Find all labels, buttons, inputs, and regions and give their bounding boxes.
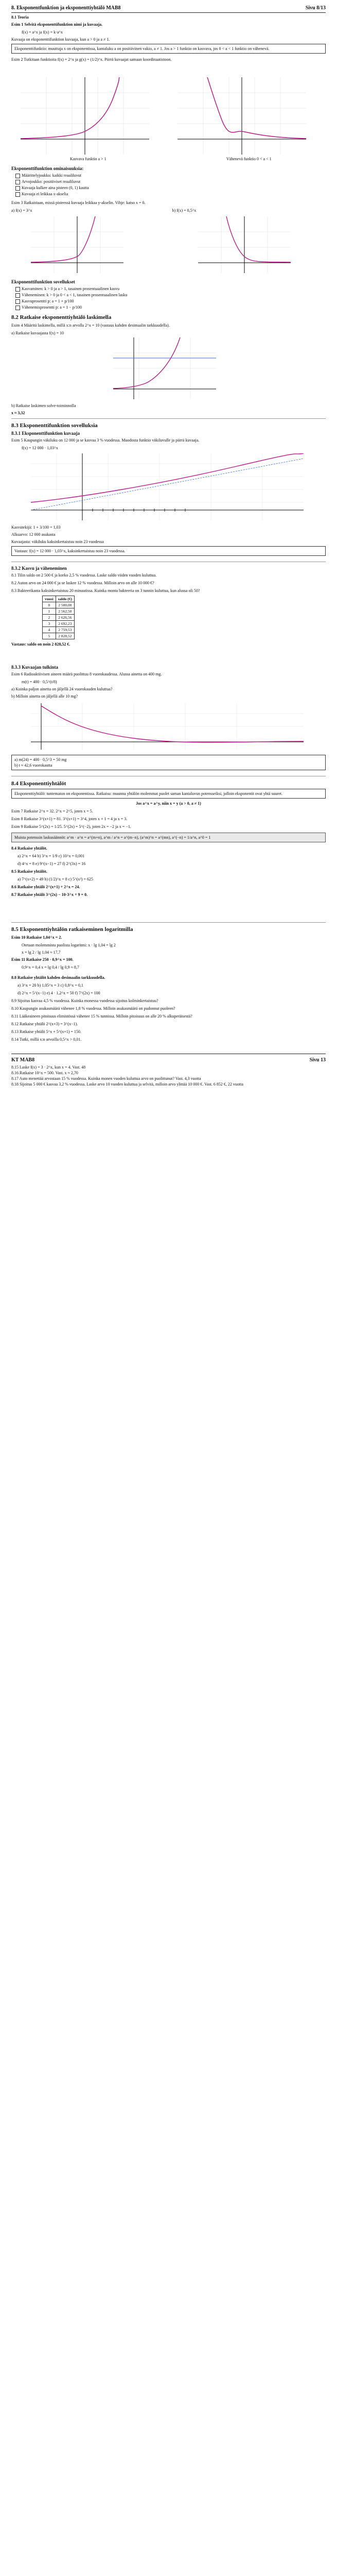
definition-box: Eksponenttifunktio: muuttuja x on eksponentissa, kantaluku a on positiivinen vakio, a ≠ 1. Jos a > 1 funktio on kasvava, jos 0 < a < 1 funktio on vähenevä. [11,44,326,54]
task-8-1: 8.1 Tilin saldo on 2 500 € ja korko 2,5 % vuodessa. Laske saldo viiden vuoden kuluttua. [11,573,157,578]
footer-page: Sivu 13 [309,1057,326,1063]
example-1-title: Esim 1 Selvitä eksponenttifunktion nimi ja kuvaaja. [11,22,103,27]
section-calculator [11,314,326,337]
example-6-formula: m(t) = 400 · 0,5^(t/8) [22,680,57,684]
section-theory [11,22,326,64]
section-growth [11,566,326,649]
graph-solve-2-pow-x [113,337,216,399]
checkbox-icon [15,299,20,304]
example-4-title: Esim 4 Määritä laskimella, millä x:n arvolla 2^x = 10 (vastaus kahden desimaalin tarkkuudella). [11,323,170,328]
divider [11,922,326,923]
section-2-title: 8.2 Ratkaise eksponenttiyhtälö laskimella [11,314,112,320]
section-4-title: 8.4 Eksponenttiyhtälöt [11,781,66,787]
power-rules-box: Muista potenssin laskusäännöt: a^m · a^n = a^(m+n), a^m / a^n = a^(m−n), (a^m)^n = a^(mn), a^(−n) = 1/a^n, a^0 = 1 [11,833,326,842]
section-applications [11,422,326,452]
footer-block: KT MAB8 Sivu 13 8.15 Laske f(x) = 3 · 2^x, kun x = 4. Vast. 48 8.16 Ratkaise 10^x = 500. Vast. x ≈ 2,70 8.17 Auto menettää arvostaan 15 % vuodessa. Kuinka monen vuoden kuluttua arvo on puolittunut? Vast. 4,3 vuotta 8.18 Sijoitus 5 000 € kasvaa 3,2 % vuodessa. Laske arvo 10 vuoden kuluttua ja selvitä, milloin arvo ylittää 10 000 €. Vast. 6 852 €, 22 vuotta [11,1057,326,1087]
example-5-answer: Vastaus: f(x) = 12 000 · 1,03^x, kaksinkertaistuu noin 23 vuodessa. [11,546,326,556]
graph-increasing [21,77,149,155]
graph-population [31,453,304,520]
property-item: Kuvaaja kulkee aina pisteen (0, 1) kautta [15,185,326,191]
caption-increasing: Kasvava funktio a > 1 [69,157,107,161]
section-logarithm: 8.5 Eksponenttiyhtälön ratkaiseminen logaritmilla Esim 10 Ratkaise 1,04^x = 2. Otetaan molemmista puolista logaritmi: x · lg 1,04 = lg 2 x = lg 2 / lg 1,04 ≈ 17,7 Esim 11 Ratkaise 250 · 0,9^x = 100. 0,9^x = 0,4 x = lg 0,4 / lg 0,9 ≈ 8,7 8.8 Ratkaise yhtälöt kahden desimaalin tarkkuudella. a) 3^x = 20 b) 1,05^x = 3 c) 0,8^x = 0,1 d) 2^x = 5^(x−1) e) 4 · 1,2^x = 50 f) 7^(2x) = 100 8.9 Sijoitus kasvaa 4,5 % vuodessa. Kuinka monessa vuodessa sijoitus kolminkertaistuu? 8.10 Kaupungin asukasmäärä vähenee 1,8 % vuodessa. Milloin asukasmäärä on pudonnut puoleen? 8.11 Lääkeaineen pitoisuus elimistössä vähenee 15 % tunnissa. Milloin pitoisuus on alle 20 % alkuperäisestä? 8.12 Ratkaise yhtälö 2^(x+3) = 3^(x−1). 8.13 Ratkaise yhtälö 5^x + 5^(x+1) = 150. 8.14 Tutki, millä x:n arvoilla 0,5^x > 0,01. [11,926,326,1044]
example-6-title: Esim 6 Radioaktiivisen aineen määrä puolittuu 8 vuorokaudessa. Alussa ainetta on 400 mg. [11,672,162,676]
task-8-2: 8.2 Auton arvo on 24 000 € ja se laskee 12 % vuodessa. Milloin arvo on alle 10 000 €? [11,581,154,585]
example-3-b: b) f(x) = 0,5^x [172,208,197,213]
table-row: 4 2 759,53 [43,627,75,633]
section-3-2-title: 8.3.2 Kasvu ja väheneminen [11,566,67,571]
example-5-formula: f(x) = 12 000 · 1,03^x [22,446,58,450]
checkbox-icon [15,306,20,310]
table-answer: Vastaus: saldo on noin 2 828,52 €. [11,642,70,647]
footer-title: KT MAB8 [11,1057,35,1063]
example-3-title: Esim 3 Ratkaistaan, missä pisteessä kuvaaja leikkaa y-akselin. Vihje: katso x = 0. [11,200,146,205]
example-5-line: Kuvaajasta: väkiluku kaksinkertaistuu noin 23 vuodessa [11,539,104,544]
example-3-a: a) f(x) = 3^x [11,208,32,213]
checkbox-icon [15,186,20,191]
equation-rule: Jos a^x = a^y, niin x = y (a > 0, a ≠ 1) [136,801,201,806]
example-6-answers: a) m(24) = 400 · 0,5^3 = 50 mg b) t ≈ 42,6 vuorokautta [11,755,326,770]
example-5-title: Esim 5 Kaupungin väkiluku on 12 000 ja se kasvaa 3 % vuodessa. Muodosta funktio väkiluvulle ja piirrä kuvaaja. [11,438,200,443]
balance-table: vuosi saldo (€) 0 2 500,00 1 2 562,50 2 2 626,56 3 2 692,23 4 2 759,53 5 2 828,52 [42,596,75,639]
graph-decreasing [178,77,306,155]
note-1: Kuvaaja on eksponenttifunktion kuvaaja, kun a > 0 ja a ≠ 1. [11,37,110,42]
example-7: Esim 7 Ratkaise 2^x = 32. 2^x = 2^5, joten x = 5. [11,809,93,814]
example-5-line: Alkuarvo: 12 000 asukasta [11,532,56,537]
properties-title: Eksponenttifunktion ominaisuuksia: [11,166,84,171]
page-header [11,5,326,22]
table-row: 5 2 828,52 [43,633,75,639]
graph-decay [31,703,304,750]
example-9: Esim 9 Ratkaise 5^(2x) = 1/25. 5^(2x) = 5^(−2), joten 2x = −2 ja x = −1. [11,824,131,829]
table-row: 3 2 692,23 [43,621,75,627]
section-3-3-title: 8.3.3 Kuvaajan tulkinta [11,665,59,670]
example-4-sub-b: b) Ratkaise laskimen solve-toiminnolla [11,403,76,408]
applications-title: Eksponenttifunktion sovellukset [11,279,75,284]
header-subtitle: 8.1 Teoria [11,15,29,20]
example-8: Esim 8 Ratkaise 3^(x+1) = 81. 3^(x+1) = 3^4, joten x + 1 = 4 ja x = 3. [11,817,128,821]
graph-3-pow-x [31,216,123,273]
applications-block: Eksponenttifunktion sovellukset Kasvaminen: k > 0 ja a > 1, tasainen prosentuaalinen kasvu Väheneminen: k > 0 ja 0 < a < 1, tasainen prosentuaalinen lasku Kasvuprosentti p: a = 1 + p/100 Vähenemisprosentti p: a = 1 − p/100 [11,279,326,311]
property-item: Kuvaaja ei leikkaa x-akselia [15,191,326,197]
properties-block [11,166,326,213]
section-3-1-title: 8.3.1 Eksponenttifunktion kuvaaja [11,431,80,436]
checkbox-icon [15,180,20,184]
section-graph-reading: 8.3.3 Kuvaajan tulkinta Esim 6 Radioaktiivisen aineen määrä puolittuu 8 vuorokaudessa. Alussa ainetta on 400 mg. m(t) = 400 · 0,5^(t/8) a) Kuinka paljon ainetta on jäljellä 24 vuorokauden kuluttua? b) Milloin ainetta on jäljellä alle 10 mg? [11,665,326,701]
formula-1: f(x) = a^x ja f(x) = k·a^x [22,30,63,35]
divider [11,418,326,419]
section-5-title: 8.5 Eksponenttiyhtälön ratkaiseminen logaritmilla [11,926,133,933]
caption-decreasing: Vähenevä funktio 0 < a < 1 [226,157,272,161]
table-row: 2 2 626,56 [43,615,75,621]
checkbox-icon [15,293,20,298]
header-page-number: Sivu 8/13 [305,5,326,11]
example-2-title: Esim 2 Tutkitaan funktioita f(x) = 2^x ja g(x) = (1/2)^x. Piirrä kuvaajat samaan koordinaatistoon. [11,57,172,62]
graph-0-5-pow-x [198,216,291,273]
section-3-title: 8.3 Eksponenttifunktion sovelluksia [11,422,98,429]
task-8-3: 8.3 Bakteerikanta kaksinkertaistuu 20 minuutissa. Kuinka monta bakteeria on 3 tunnin kuluttua, kun alussa oli 50? [11,588,200,593]
table-row: 0 2 500,00 [43,602,75,608]
section-equations: 8.4 Eksponenttiyhtälöt Eksponenttiyhtälö: tuntematon on eksponentissa. Ratkaisu: muunna yhtälön molemmat puolet saman kantaluvun potensseiksi, jolloin eksponentit ovat yhtä suuret. Jos a^x = a^y, niin x = y (a > 0, a ≠ 1) Esim 7 Ratkaise 2^x = 32. 2^x = 2^5, joten x = 5. Esim 8 Ratkaise 3^(x+1) = 81. 3^(x+1) = 3^4, joten x + 1 = 4 ja x = 3. Esim 9 Ratkaise 5^(2x) = 1/25. 5^(2x) = 5^(−2), joten 2x = −2 ja x = −1. Muista potenssin laskusäännöt: a^m · a^n = a^(m+n), a^m / a^n = a^(m−n), (a^m)^n = a^(mn), a^(−n) = 1/a^n, a^0 = 1 8.4 Ratkaise yhtälöt. a) 2^x = 64 b) 3^x = 1/9 c) 10^x = 0,001 d) 4^x = 8 e) 9^(x−1) = 27 f) 2^(3x) = 16 8.5 Ratkaise yhtälöt. a) 7^(x+2) = 49 b) (1/2)^x = 8 c) 5^(x²) = 625 8.6 Ratkaise yhtälö 2^(x+1) + 2^x = 24. 8.7 Ratkaise yhtälö 3^(2x) − 10·3^x + 9 = 0. [11,781,326,900]
example-5-line: Kasvutekijä: 1 + 3/100 = 1,03 [11,525,61,530]
checkbox-icon [15,192,20,197]
header-title: 8. Eksponentfunktion ja eksponenttiyhtälö MAB8 [11,5,121,11]
table-row: 1 2 562,50 [43,608,75,615]
property-item: Määrittelyjoukko: kaikki reaaliluvut [15,173,326,178]
checkbox-icon [15,174,20,178]
checkbox-icon [15,287,20,292]
property-item: Arvojoukko: positiiviset reaaliluvut [15,179,326,184]
example-4-answer: x ≈ 3,32 [11,411,25,415]
equation-definition: Eksponenttiyhtälö: tuntematon on eksponentissa. Ratkaisu: muunna yhtälön molemmat puolet saman kantaluvun potensseiksi, jolloin eksponentit ovat yhtä suuret. [11,789,326,799]
example-4-sub-a: a) Ratkaise kuvaajasta f(x) = 10 [11,331,64,335]
